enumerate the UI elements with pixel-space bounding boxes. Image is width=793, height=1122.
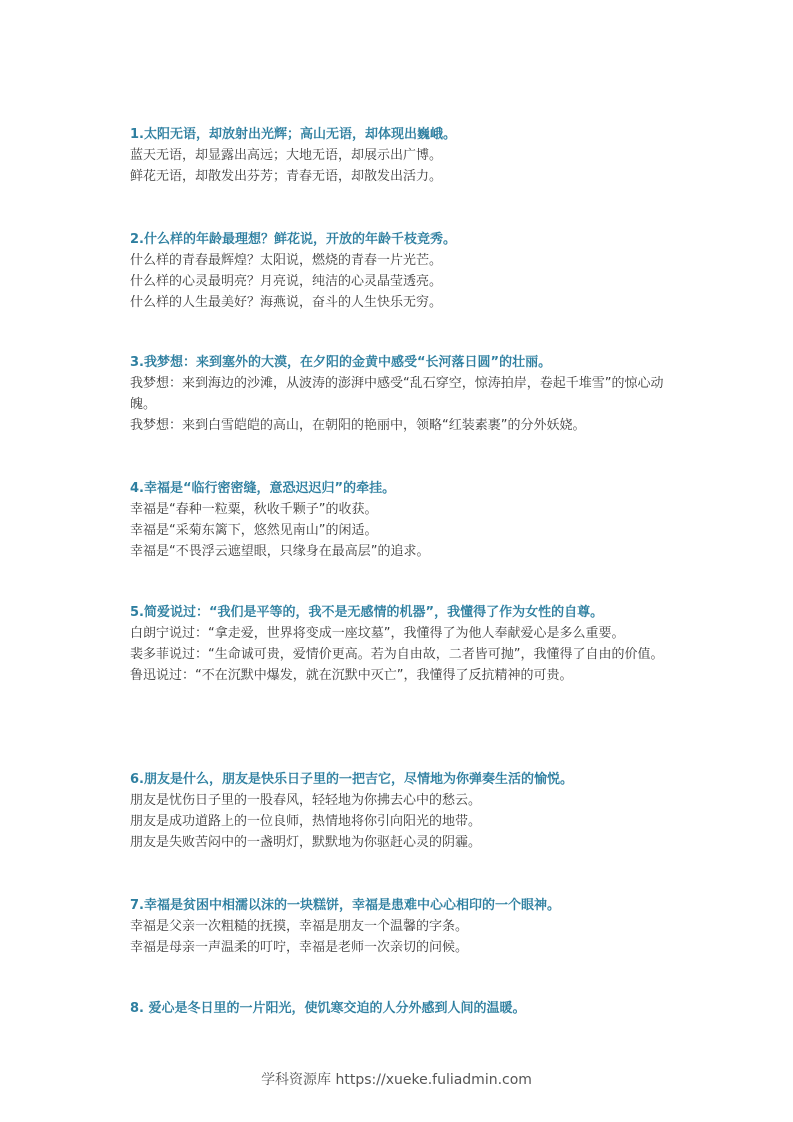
- passage-5: [130, 602, 675, 686]
- passage-line: 幸福是“不畏浮云遮望眼，只缘身在最高层”的追求。: [130, 544, 430, 559]
- passage-line: 什么样的人生最美好？海燕说，奋斗的人生快乐无穷。: [130, 295, 443, 310]
- passage-line: 幸福是“春种一粒粟，秋收千颗子”的收获。: [130, 502, 378, 517]
- passage-heading: 1.太阳无语，却放射出光辉；高山无语，却体现出巍峨。: [130, 127, 456, 142]
- passage-line: 我梦想：来到海边的沙滩，从波涛的澎湃中感受“乱石穿空，惊涛拍岸，卷起千堆雪”的惊心动魄。: [130, 376, 664, 412]
- passage-line: 鲁迅说过：“不在沉默中爆发，就在沉默中灭亡”，我懂得了反抗精神的可贵。: [130, 668, 573, 683]
- passage-8: [130, 998, 675, 1019]
- passage-line: 我梦想：来到白雪皑皑的高山，在朝阳的艳丽中，领略“红装素裹”的分外妖娆。: [130, 418, 586, 433]
- footer-watermark: 学科资源库 https://xueke.fuliadmin.com: [261, 1072, 532, 1088]
- passage-line: 朋友是忧伤日子里的一股春风，轻轻地为你拂去心中的愁云。: [130, 793, 482, 808]
- passage-line: 什么样的心灵最明亮？月亮说，纯洁的心灵晶莹透亮。: [130, 274, 443, 289]
- passage-heading: 4.幸福是“临行密密缝，意恐迟迟归”的牵挂。: [130, 481, 396, 496]
- passage-line: 鲜花无语，却散发出芬芳；青春无语，却散发出活力。: [130, 169, 443, 184]
- passage-line: 幸福是父亲一次粗糙的抚摸，幸福是朋友一个温馨的字条。: [130, 919, 469, 934]
- passage-heading: 6.朋友是什么，朋友是快乐日子里的一把吉它，尽情地为你弹奏生活的愉悦。: [130, 772, 573, 787]
- passage-line: 朋友是成功道路上的一位良师，热情地将你引向阳光的地带。: [130, 814, 482, 829]
- passage-line: 什么样的青春最辉煌？太阳说，燃烧的青春一片光芒。: [130, 253, 443, 268]
- passage-line: 朋友是失败苦闷中的一盏明灯，默默地为你驱赶心灵的阴霾。: [130, 835, 482, 850]
- passage-7: [130, 895, 675, 958]
- passage-heading: 7.幸福是贫困中相濡以沫的一块糕饼，幸福是患难中心心相印的一个眼神。: [130, 898, 560, 913]
- passage-line: 裴多菲说过：“生命诚可贵，爱情价更高。若为自由故，二者皆可抛”，我懂得了自由的价值。: [130, 647, 664, 662]
- passage-heading: 3.我梦想：来到塞外的大漠，在夕阳的金黄中感受“长河落日圆”的壮丽。: [130, 355, 552, 370]
- passage-heading: 5.简爱说过：“我们是平等的，我不是无感情的机器”，我懂得了作为女性的自尊。: [130, 605, 604, 620]
- passage-4: [130, 478, 675, 562]
- passage-line: 幸福是“采菊东篱下，悠然见南山”的闲适。: [130, 523, 378, 538]
- passage-line: 蓝天无语，却显露出高远；大地无语，却展示出广博。: [130, 148, 443, 163]
- passage-6: [130, 769, 675, 853]
- passage-3: [130, 352, 675, 436]
- passage-2: [130, 229, 675, 313]
- passage-1: [130, 124, 675, 187]
- passage-heading: 2.什么样的年龄最理想？鲜花说，开放的年龄千枝竞秀。: [130, 232, 456, 247]
- passage-line: 幸福是母亲一声温柔的叮咛，幸福是老师一次亲切的问候。: [130, 940, 469, 955]
- passage-heading: 8. 爱心是冬日里的一片阳光，使饥寒交迫的人分外感到人间的温暖。: [130, 1001, 526, 1016]
- passage-line: 白朗宁说过：“拿走爱，世界将变成一座坟墓”，我懂得了为他人奉献爱心是多么重要。: [130, 626, 625, 641]
